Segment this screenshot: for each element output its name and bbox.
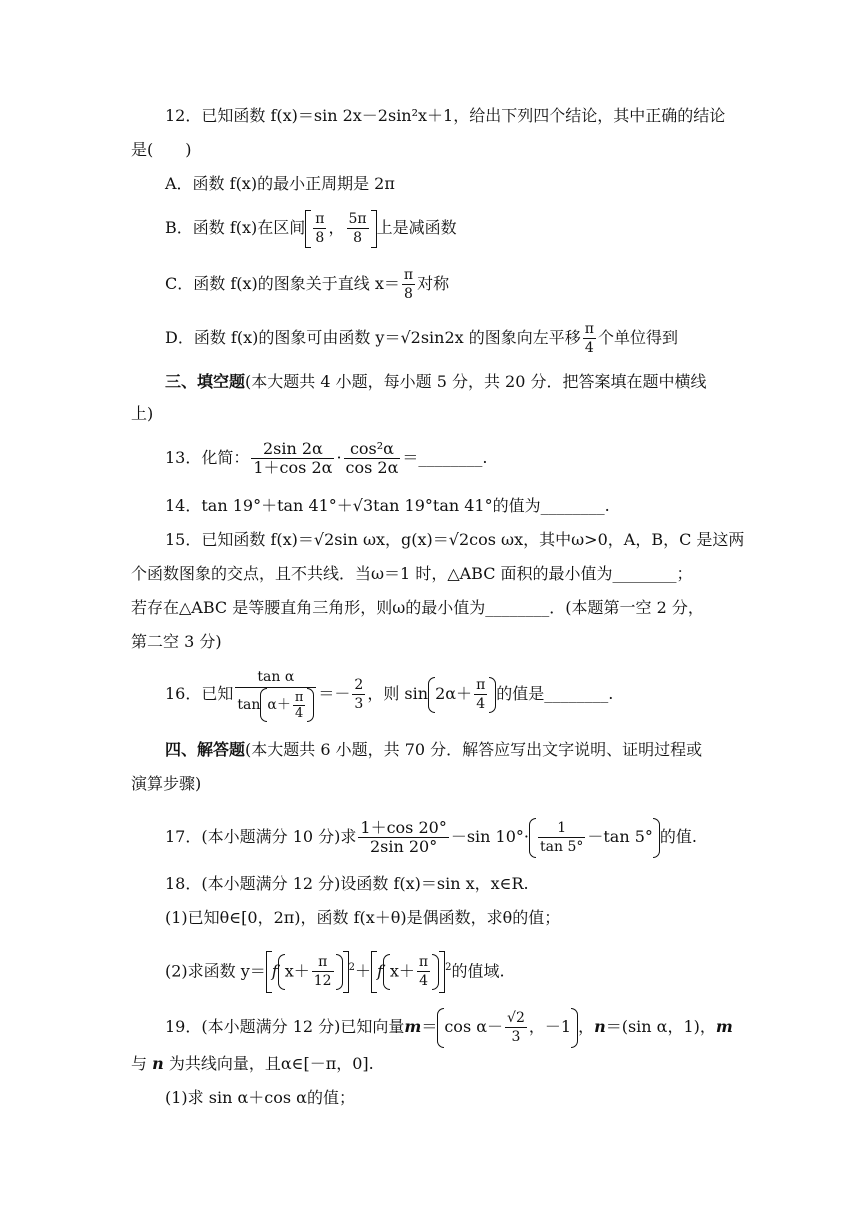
paren-left xyxy=(428,677,435,713)
q19-mid: ＝(sin α，1)， xyxy=(605,1017,716,1036)
denominator: 3 xyxy=(354,696,364,712)
numerator: π xyxy=(584,321,594,337)
numerator: 5π xyxy=(348,211,367,227)
bracket-left xyxy=(305,210,311,248)
fraction xyxy=(538,819,585,856)
inner-text: x＋ xyxy=(389,961,415,981)
section-3-title: 三、填空题 xyxy=(165,372,246,391)
func-f: f xyxy=(271,961,278,981)
fraction xyxy=(352,676,365,713)
q19-part1: (1)求 sin α＋cos α的值； xyxy=(165,1088,355,1107)
numerator: π xyxy=(312,953,334,972)
numerator: 1＋cos 20° xyxy=(360,818,447,837)
q15-line3: 若存在△ABC 是等腰直角三角形，则ω的最小值为________．(本题第一空 2 分， xyxy=(131,598,704,617)
numerator: π xyxy=(403,267,414,283)
numerator: π xyxy=(294,689,304,705)
text: 为共线向量，且α∈[－π，0]. xyxy=(168,1054,374,1073)
square-exponent: 2 xyxy=(445,962,452,973)
fraction xyxy=(312,953,334,990)
denominator: 1＋cos 2α xyxy=(253,458,333,477)
plus: ＋ xyxy=(354,961,371,981)
q17-end: 的值. xyxy=(659,827,697,846)
tan-text: tan xyxy=(237,697,261,713)
numerator: 2sin 2α xyxy=(251,440,334,459)
q12-option-d xyxy=(165,316,678,360)
inner-text: ，－1 xyxy=(528,1017,572,1036)
vector-m: m xyxy=(404,1017,422,1036)
q17 xyxy=(165,812,697,862)
q19-label: 19．(本小题满分 12 分)已知向量 xyxy=(165,1017,405,1036)
q12-stem-cont: 是( ) xyxy=(131,140,192,159)
denominator: 8 xyxy=(404,286,413,302)
fraction xyxy=(313,210,326,247)
section-4-title: 四、解答题 xyxy=(165,740,246,759)
paren-right xyxy=(336,954,343,990)
comma: ， xyxy=(578,1017,595,1036)
q14: 14．tan 19°＋tan 41°＋√3tan 19°tan 41°的值为________. xyxy=(165,496,610,515)
paren-left xyxy=(529,818,536,858)
denominator: tan 5° xyxy=(540,839,584,855)
q15-line4: 第二空 3 分) xyxy=(131,632,222,651)
option-d-text-end: 个单位得到 xyxy=(597,328,678,347)
denominator: 3 xyxy=(511,1029,521,1045)
q13 xyxy=(165,436,488,480)
paren-right xyxy=(571,1008,578,1048)
numerator: π xyxy=(418,954,429,971)
fraction xyxy=(474,676,487,713)
fraction xyxy=(235,667,316,722)
inner-text: －tan 5° xyxy=(587,827,653,846)
denominator xyxy=(235,688,316,722)
q16-label: 16．已知 xyxy=(165,684,234,703)
q18-stem: 18．(本小题满分 12 分)设函数 f(x)＝sin x，x∈R. xyxy=(165,874,529,893)
q12-option-c xyxy=(165,262,449,306)
q16-mid: ，则 sin xyxy=(367,684,429,703)
section-4-desc: (本大题共 6 小题，共 70 分．解答应写出文字说明、证明过程或 xyxy=(245,740,703,759)
q12-option-a: A．函数 f(x)的最小正周期是 2π xyxy=(165,174,395,193)
dot: · xyxy=(336,448,342,467)
numerator: 1 xyxy=(538,819,585,838)
text: 与 xyxy=(131,1054,148,1073)
q17-label: 17．(本小题满分 10 分)求 xyxy=(165,827,357,846)
inner-text: x＋ xyxy=(284,961,310,981)
section-4-desc-cont: 演算步骤) xyxy=(131,774,202,793)
q18-part1: (1)已知θ∈[0，2π)，函数 f(x＋θ)是偶函数，求θ的值； xyxy=(165,908,561,927)
paren-right xyxy=(307,688,314,722)
q13-answer-blank: ＝________. xyxy=(402,448,488,467)
func-f: f xyxy=(376,961,383,981)
denominator: 8 xyxy=(353,230,363,246)
numerator: cos²α xyxy=(344,440,401,459)
fraction xyxy=(251,440,334,477)
vector-n: n xyxy=(152,1054,164,1073)
option-d-text: D．函数 f(x)的图象可由函数 y＝√2sin2x 的图象向左平移 xyxy=(165,328,581,347)
fraction xyxy=(344,440,401,477)
fraction xyxy=(293,690,306,721)
vector-m: m xyxy=(715,1017,733,1036)
q19-stem xyxy=(131,1002,733,1052)
denominator: 4 xyxy=(294,705,304,721)
paren-right xyxy=(653,818,660,858)
fraction xyxy=(505,1009,527,1046)
q17-mid: －sin 10°· xyxy=(450,827,529,846)
fraction xyxy=(583,320,596,357)
numerator: tan α xyxy=(235,667,316,688)
option-c-text-end: 对称 xyxy=(417,274,450,293)
denominator: 4 xyxy=(476,696,486,712)
equals: ＝ xyxy=(421,1017,438,1036)
section-3-heading xyxy=(165,372,707,392)
q16-answer-blank: 的值是________. xyxy=(496,684,614,703)
q16 xyxy=(165,662,613,726)
fraction xyxy=(358,819,448,856)
inner-text: α＋ xyxy=(267,697,291,713)
square-exponent: 2 xyxy=(348,962,355,973)
section-3-desc-cont: 上) xyxy=(131,404,154,423)
part2-label: (2)求函数 y＝ xyxy=(165,961,266,981)
q12-stem: 12．已知函数 f(x)＝sin 2x－2sin²x＋1，给出下列四个结论，其中正确的结论 xyxy=(165,106,726,125)
denominator: 8 xyxy=(315,230,325,246)
vector-n: n xyxy=(594,1017,606,1036)
denominator: cos 2α xyxy=(345,458,399,477)
numerator: √2 xyxy=(507,1010,525,1026)
q15-line2: 个函数图象的交点，且不共线．当ω＝1 时，△ABC 面积的最小值为________； xyxy=(131,564,693,583)
equals: ＝－ xyxy=(318,684,351,703)
q15-line1: 15．已知函数 f(x)＝√2sin ωx，g(x)＝√2cos ωx，其中ω>0，A，B，C 是这两 xyxy=(165,530,745,549)
section-4-heading xyxy=(165,740,702,760)
section-3-desc: (本大题共 4 小题，每小题 5 分，共 20 分．把答案填在题中横线 xyxy=(245,372,707,391)
denominator: 4 xyxy=(584,340,594,356)
fraction xyxy=(417,953,430,990)
option-b-text: B．函数 f(x)在区间 xyxy=(165,218,306,237)
paren-right xyxy=(432,954,439,990)
q13-label: 13．化简： xyxy=(165,448,250,467)
numerator: π xyxy=(315,211,325,227)
fraction xyxy=(347,210,369,247)
numerator: 2 xyxy=(354,677,364,693)
numerator: π xyxy=(476,677,486,693)
q12-option-b: B．函数 f(x)在区间 $\frac{\pi}{8}$ ， $\frac{5\pi}{8}$ 上是减函数 xyxy=(165,211,457,246)
option-b-text-end: 上是减函数 xyxy=(376,218,457,237)
q18-part2 xyxy=(165,942,505,994)
fraction xyxy=(402,266,415,303)
paren-left xyxy=(278,954,285,990)
inner-text: cos α－ xyxy=(444,1017,504,1036)
denominator: 2sin 20° xyxy=(369,837,438,856)
denominator: 4 xyxy=(419,973,428,990)
q19-stem-cont xyxy=(131,1054,374,1074)
paren-left xyxy=(383,954,390,990)
inner-text: 2α＋ xyxy=(435,684,473,703)
part2-end: 的值域. xyxy=(451,961,505,981)
option-c-text: C．函数 f(x)的图象关于直线 x＝ xyxy=(165,274,400,293)
denominator: 12 xyxy=(313,973,332,990)
